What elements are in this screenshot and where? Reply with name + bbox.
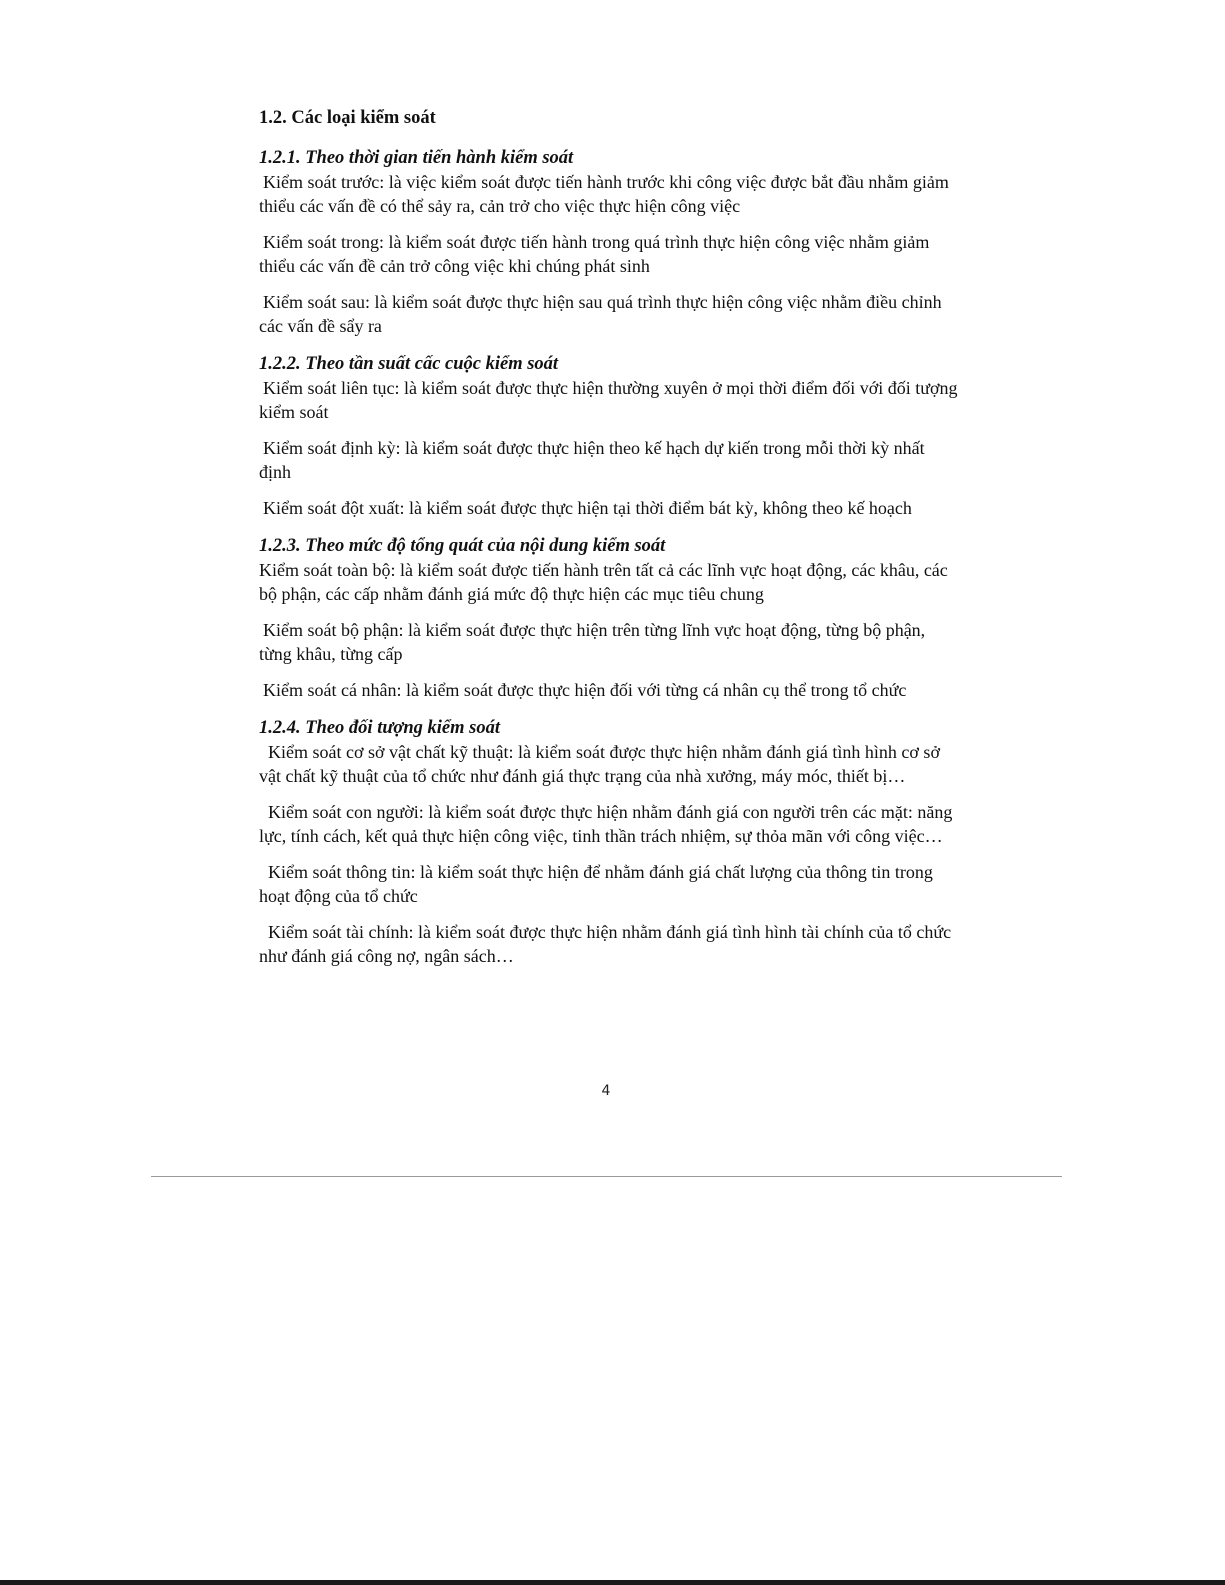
page-content — [259, 106, 959, 980]
paragraph-financial-control: Kiểm soát tài chính: là kiểm soát được thực hiện nhằm đánh giá tình hình tài chính của tổ chức như đánh giá công nợ, ngân sách… — [259, 922, 952, 966]
paragraph-post-control: Kiểm soát sau: là kiểm soát được thực hiện sau quá trình thực hiện công việc nhằm điều chỉnh các vấn đề sẩy ra — [259, 292, 942, 336]
paragraph-information-control: Kiểm soát thông tin: là kiểm soát thực hiện để nhằm đánh giá chất lượng của thông tin trong hoạt động của tổ chức — [259, 862, 933, 906]
paragraph-partial-control: Kiểm soát bộ phận: là kiểm soát được thực hiện trên từng lĩnh vực hoạt động, từng bộ phận, từng khâu, từng cấp — [259, 620, 926, 664]
paragraph-periodic-control: Kiểm soát định kỳ: là kiểm soát được thực hiện theo kế hạch dự kiến trong mỗi thời kỳ nhất định — [259, 438, 925, 482]
bottom-edge-bar — [0, 1580, 1225, 1585]
section-title: 1.2. Các loại kiểm soát — [259, 108, 436, 128]
subsection-heading-1-2-1: 1.2.1. Theo thời gian tiến hành kiểm soát — [259, 148, 574, 168]
paragraph-concurrent-control: Kiểm soát trong: là kiểm soát được tiến hành trong quá trình thực hiện công việc nhằm giảm thiểu các vấn đề cản trở công việc khi chúng phát sinh — [259, 232, 930, 276]
paragraph-facilities-control: Kiểm soát cơ sở vật chất kỹ thuật: là kiểm soát được thực hiện nhằm đánh giá tình hình cơ sở vật chất kỹ thuật của tổ chức như đánh giá thực trạng của nhà xưởng, máy móc, thiết bị… — [259, 742, 940, 786]
paragraph-unscheduled-control: Kiểm soát đột xuất: là kiểm soát được thực hiện tại thời điểm bát kỳ, không theo kế hoạch — [263, 498, 912, 518]
page-number: 4 — [601, 1083, 611, 1099]
paragraph-individual-control: Kiểm soát cá nhân: là kiểm soát được thực hiện đối với từng cá nhân cụ thể trong tổ chức — [263, 680, 907, 700]
subsection-heading-1-2-3: 1.2.3. Theo mức độ tổng quát của nội dung kiểm soát — [259, 536, 666, 556]
paragraph-pre-control: Kiểm soát trước: là việc kiểm soát được tiến hành trước khi công việc được bắt đầu nhằm giảm thiểu các vấn đề có thể sảy ra, cản trở cho việc thực hiện công việc — [259, 172, 949, 216]
paragraph-people-control: Kiểm soát con người: là kiểm soát được thực hiện nhằm đánh giá con người trên các mặt: năng lực, tính cách, kết quả thực hiện công việc, tinh thần trách nhiệm, sự thỏa mãn với công việc… — [259, 802, 953, 846]
page-divider — [151, 1176, 1062, 1177]
subsection-heading-1-2-2: 1.2.2. Theo tần suất cấc cuộc kiểm soát — [259, 354, 559, 374]
subsection-heading-1-2-4: 1.2.4. Theo đối tượng kiểm soát — [259, 718, 500, 738]
paragraph-continuous-control: Kiểm soát liên tục: là kiểm soát được thực hiện thường xuyên ở mọi thời điểm đối với đối tượng kiểm soát — [259, 378, 958, 422]
paragraph-total-control: Kiểm soát toàn bộ: là kiểm soát được tiến hành trên tất cả các lĩnh vực hoạt động, các khâu, các bộ phận, các cấp nhằm đánh giá mức độ thực hiện các mục tiêu chung — [259, 560, 948, 604]
